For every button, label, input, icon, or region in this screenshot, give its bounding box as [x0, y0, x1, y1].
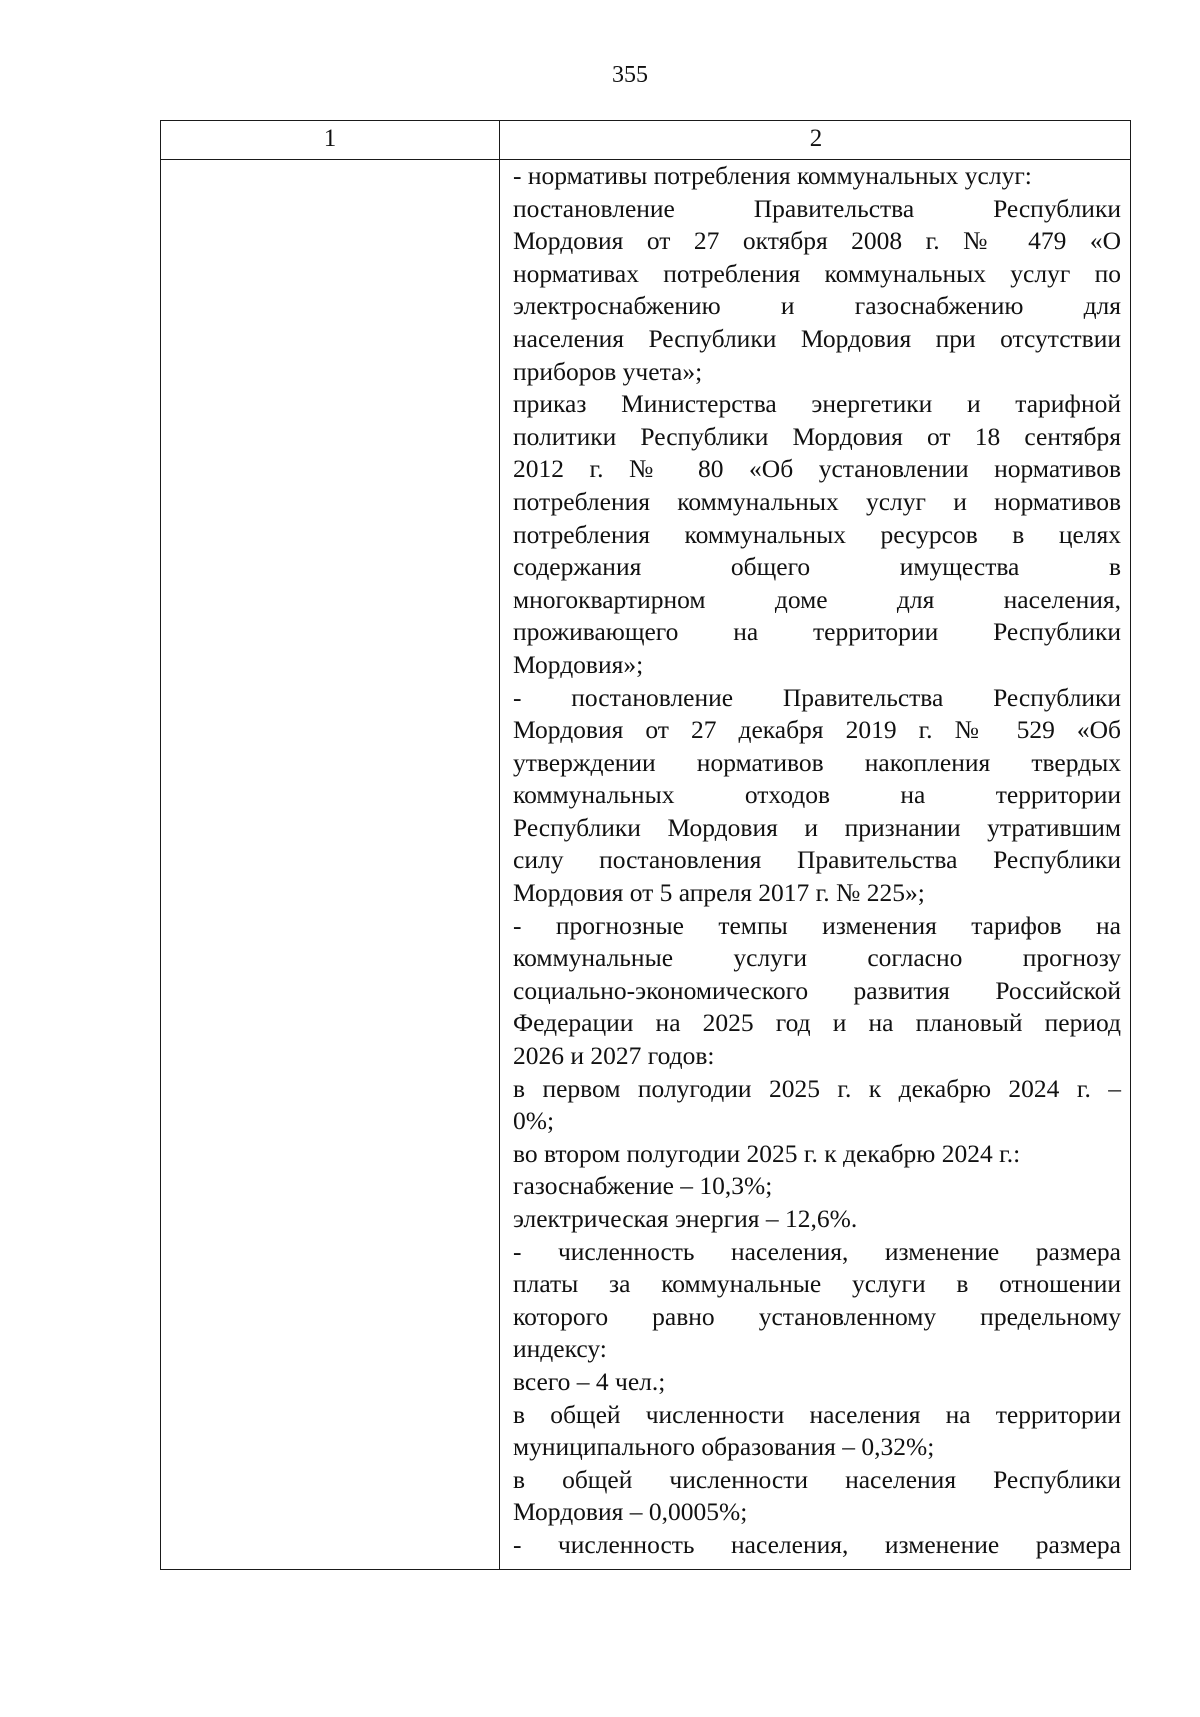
text-line: электрическая энергия – 12,6%. [513, 1204, 858, 1233]
text-line: 0%; [513, 1106, 555, 1136]
text-line: Мордовия»; [513, 649, 644, 679]
text-line: Мордовия от 5 апреля 2017 г. № 225»; [513, 878, 925, 908]
text-line: содержания общего имущества в [513, 552, 1121, 582]
text-line: Республики Мордовия и признании утратившим [513, 812, 1121, 842]
text-line: в общей численности населения Республики [513, 1464, 1121, 1494]
text-line: Федерации на 2025 год и на плановый период [513, 1008, 1121, 1038]
text-line: приказ Министерства энергетики и тарифной [513, 389, 1121, 419]
text-line: населения Республики Мордовия при отсутствии [513, 323, 1121, 353]
text-line: политики Республики Мордовия от 18 сентября [513, 421, 1121, 451]
text-line: в общей численности населения на территории [513, 1399, 1121, 1429]
text-line: 2026 и 2027 годов: [513, 1041, 715, 1071]
text-line: приборов учета»; [513, 356, 703, 386]
page-number: 355 [612, 62, 648, 88]
column-header-1: 1 [323, 125, 337, 152]
text-line: во втором полугодии 2025 г. к декабрю 2024 г.: [513, 1138, 1021, 1168]
text-line: муниципального образования – 0,32%; [513, 1432, 935, 1462]
text-line: коммунальных отходов на территории [513, 780, 1121, 810]
text-line: - численность населения, изменение размера [513, 1236, 1121, 1266]
text-line: - численность населения, изменение размера [513, 1529, 1121, 1559]
text-line: 2012 г. № 80 «Об установлении нормативов [513, 454, 1121, 484]
text-line: Мордовия – 0,0005%; [513, 1497, 748, 1527]
text-line: многоквартирном доме для населения, [513, 584, 1121, 614]
text-line: потребления коммунальных ресурсов в целях [513, 519, 1121, 549]
text-line: постановление Правительства Республики [513, 193, 1121, 223]
table-header-row [161, 121, 1130, 160]
text-line: в первом полугодии 2025 г. к декабрю 2024 г. – [513, 1073, 1121, 1103]
text-line: платы за коммунальные услуги в отношении [513, 1269, 1121, 1299]
text-line: Мордовия от 27 декабря 2019 г. № 529 «Об [513, 715, 1121, 745]
text-line: газоснабжение – 10,3%; [513, 1171, 773, 1201]
text-line: всего – 4 чел.; [513, 1366, 666, 1396]
text-line: нормативах потребления коммунальных услуг по [513, 258, 1121, 288]
text-line: электроснабжению и газоснабжению для [513, 291, 1121, 321]
text-line: социально-экономического развития Российской [513, 975, 1121, 1005]
text-line: проживающего на территории Республики [513, 617, 1121, 647]
text-line: индексу: [513, 1334, 607, 1364]
document-table [160, 120, 1131, 1570]
text-line: коммунальные услуги согласно прогнозу [513, 943, 1121, 973]
text-line: - постановление Правительства Республики [513, 682, 1121, 712]
column-divider [499, 121, 500, 1569]
text-line: потребления коммунальных услуг и нормативов [513, 486, 1121, 516]
text-line: - прогнозные темпы изменения тарифов на [513, 910, 1121, 940]
text-line: - нормативы потребления коммунальных услуг: [513, 161, 1032, 190]
text-line: силу постановления Правительства Республики [513, 845, 1121, 875]
text-line: Мордовия от 27 октября 2008 г. № 479 «О [513, 226, 1121, 256]
text-line: утверждении нормативов накопления твердых [513, 747, 1121, 777]
column-header-2: 2 [809, 125, 823, 152]
column-2-cell [513, 160, 1121, 1562]
text-line: которого равно установленному предельному [513, 1301, 1121, 1331]
